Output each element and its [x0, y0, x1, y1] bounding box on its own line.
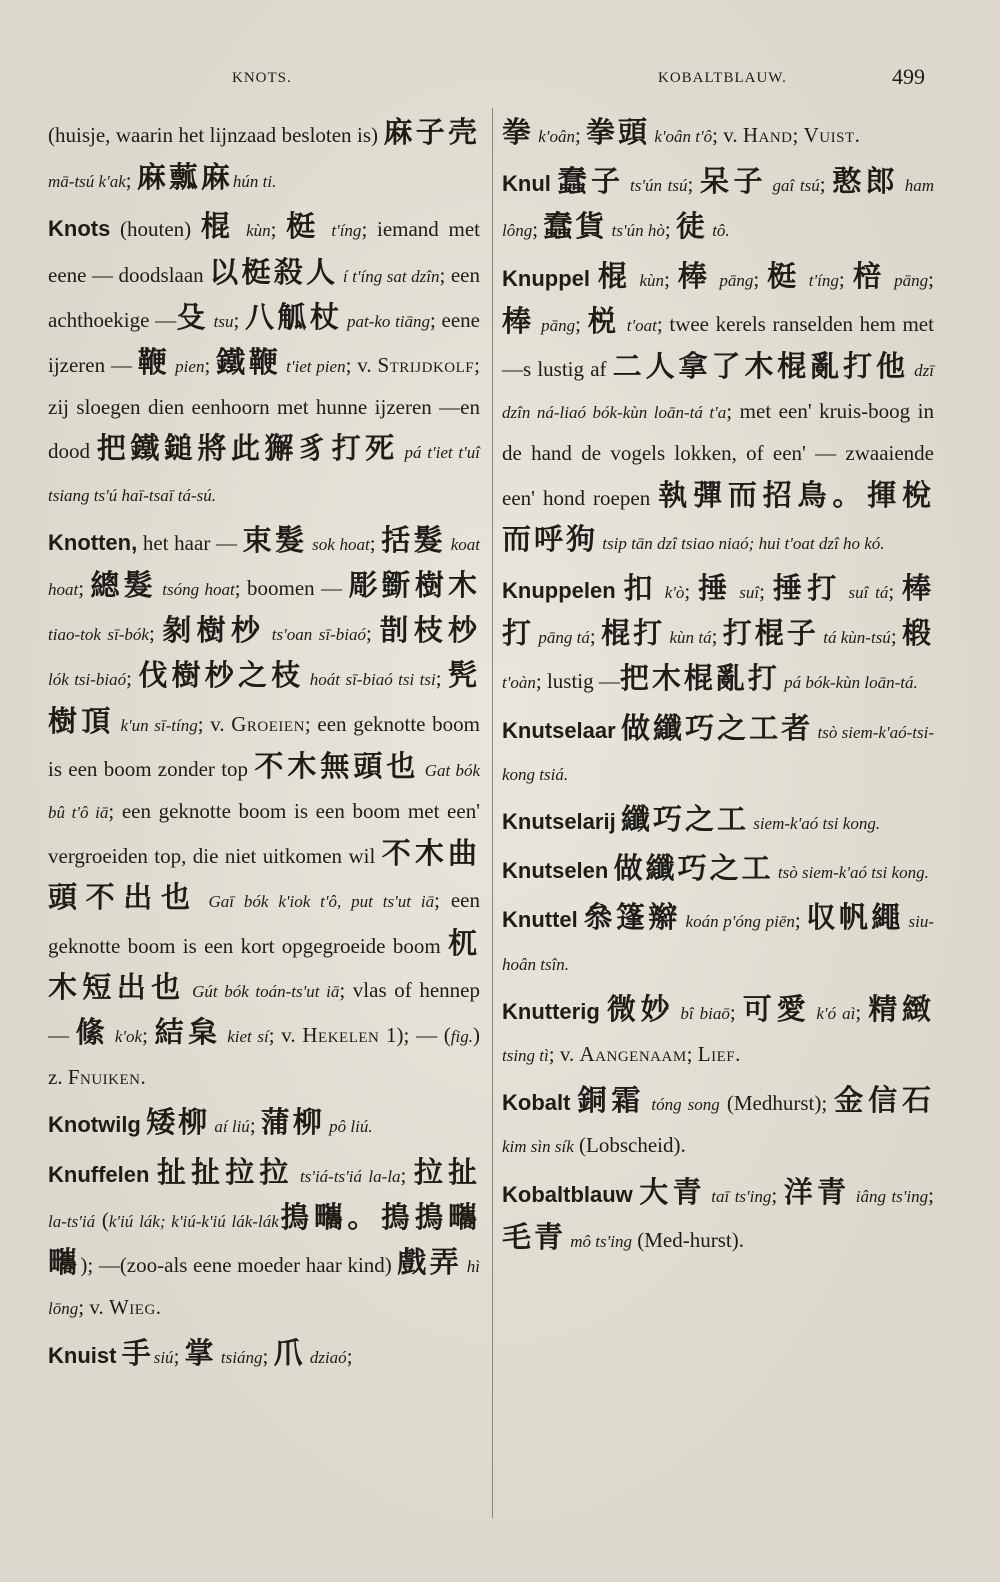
chinese-characters: 扣	[623, 571, 658, 606]
romanization: tsò siem-k'aó-tsi-kong tsiá.	[502, 722, 934, 784]
chinese-characters: 蠢貨	[543, 209, 608, 244]
entry-text: ;	[729, 999, 743, 1024]
romanization: koat hoat	[48, 534, 480, 600]
entry-text: ; een achthoekige —	[48, 262, 480, 332]
romanization: hì lōng	[48, 1257, 480, 1319]
entry-text: ; v.	[548, 1042, 580, 1067]
chinese-characters: 捶打	[772, 571, 842, 606]
entry-headword: Knutselarij	[502, 809, 616, 835]
chinese-characters: 金信石	[834, 1083, 934, 1118]
entry-text	[590, 267, 598, 291]
entry-text: ; met een' kruis-boog in de hand de vogels lokken, of een' — zwaaiende een' hond roepen	[502, 399, 934, 510]
dictionary-entry	[48, 1333, 480, 1378]
cross-reference: Lief.	[697, 1042, 741, 1067]
header-left-catchword: KNOTS.	[232, 70, 292, 86]
entry-text	[551, 172, 558, 196]
romanization: iâng ts'ing	[850, 1186, 929, 1206]
entry-text: ;	[78, 576, 91, 601]
chinese-characters: 麻子壳	[383, 115, 480, 149]
entry-text: ; v.	[78, 1295, 109, 1320]
entry-headword: Knuppelen	[502, 578, 616, 604]
entry-text: ;	[366, 621, 380, 646]
romanization: lók tsi-biaó	[48, 670, 127, 690]
header-right-catchword: KOBALTBLAUW.	[658, 70, 787, 86]
romanization: kiet sí	[221, 1027, 269, 1047]
entry-headword: Kobalt	[502, 1090, 571, 1116]
entry-text	[570, 1091, 577, 1115]
entry-text: ; v.	[268, 1023, 303, 1048]
chinese-characters: 拳頭	[586, 115, 651, 149]
romanization: ts'ún tsú	[624, 176, 688, 196]
romanization: kùn tá	[665, 628, 712, 648]
romanization: pat-ko tiāng	[342, 311, 431, 331]
chinese-characters: 括髮	[381, 522, 447, 557]
entry-text: ;	[888, 579, 902, 604]
chinese-characters: 打棍子	[722, 616, 819, 651]
entry-text: ;	[684, 579, 699, 604]
entry-text: ;	[262, 1344, 274, 1369]
romanization: Gaī bók k'iok t'ô, put ts'ut iā	[198, 892, 435, 912]
romanization: dzī dzîn ná-liaó bók-kùn loān-tá t'a	[502, 361, 934, 423]
dictionary-entry	[502, 897, 934, 984]
chinese-characters: 棁	[587, 303, 622, 338]
chinese-characters: 剒枝杪	[379, 613, 480, 648]
romanization: hún ti.	[232, 172, 277, 192]
chinese-characters: 執彈而招鳥。揮梲而呼狗	[502, 477, 934, 556]
chinese-characters: 結枲	[154, 1015, 222, 1050]
entry-headword: Knotten,	[48, 529, 138, 555]
chinese-characters: 彫斵樹木	[348, 568, 480, 603]
chinese-characters: 蒲柳	[260, 1105, 325, 1140]
chinese-characters: 扯扯拉拉	[156, 1154, 294, 1189]
entry-text: ; v.	[712, 123, 743, 147]
entry-text: ;	[794, 908, 807, 933]
entry-text: ); —(zoo-als eene moeder haar kind)	[80, 1253, 398, 1278]
entry-headword: Kobaltblauw	[502, 1181, 633, 1207]
romanization: taī ts'ing	[705, 1186, 772, 1206]
romanization: gaî tsú	[766, 176, 820, 196]
entry-text: ; eene ijzeren —	[48, 307, 480, 378]
romanization: Gat bók bû t'ô iā	[48, 760, 481, 823]
entry-text: ; twee kerels ranselden hem met —s lustig af	[502, 311, 934, 382]
romanization: ts'oan sī-biaó	[265, 625, 367, 645]
chinese-characters: 殳	[176, 299, 209, 334]
chinese-characters: 做纖巧之工者	[621, 710, 814, 745]
chinese-characters: 蠢子	[557, 164, 625, 199]
chinese-characters: 手	[121, 1336, 154, 1371]
romanization: koán p'óng piēn	[680, 912, 795, 932]
chinese-characters: 叅篷辮	[583, 900, 681, 935]
romanization: tsóng hoat	[156, 580, 235, 600]
entry-text: ; boomen —	[234, 576, 349, 601]
entry-text: ; vlas of hennep —	[48, 977, 480, 1048]
cross-reference: Strijdkolf	[377, 353, 475, 378]
chinese-characters: 梃	[286, 209, 323, 244]
romanization: siú	[153, 1348, 174, 1368]
entry-text: ;	[711, 624, 723, 649]
entry-text: ; v.	[345, 353, 378, 378]
chinese-characters: 把鐵鎚將此獬豸打死	[96, 431, 399, 466]
entry-headword: Knotwilg	[48, 1112, 141, 1138]
romanization: aí liú	[210, 1117, 250, 1137]
chinese-characters: 可愛	[742, 991, 811, 1026]
entry-text: ;	[574, 123, 587, 147]
dictionary-entry	[502, 1172, 934, 1262]
entry-text: ;	[686, 1042, 698, 1067]
chinese-characters: 不木曲頭不出也	[48, 836, 480, 915]
chinese-characters: 梃	[767, 258, 802, 293]
romanization: t'oàn	[502, 673, 536, 693]
romanization: tsip tān dzî tsiao niaó; hui t'oat dzî ho kó.	[598, 533, 885, 553]
chinese-characters: 把木棍亂打	[619, 661, 780, 696]
entry-text: (Lobscheid).	[573, 1133, 686, 1158]
chinese-characters: 杌木短出也	[48, 925, 480, 1004]
entry-text: ;	[928, 1182, 934, 1207]
chinese-characters: 髠樹頂	[48, 658, 480, 738]
romanization: k'ó aì	[810, 1003, 856, 1023]
entry-text: ;	[346, 1344, 353, 1369]
entry-text: ;	[400, 1162, 414, 1187]
entry-text: ;	[855, 999, 869, 1024]
romanization: t'íng	[322, 221, 362, 241]
entry-headword: Knuppel	[502, 265, 590, 291]
entry-headword: Knuist	[48, 1343, 117, 1369]
chinese-characters: 洋青	[783, 1174, 851, 1209]
chinese-characters: 掌	[184, 1336, 217, 1371]
romanization: ts'iá-ts'iá la-la	[293, 1166, 401, 1186]
entry-headword: Knuttel	[502, 907, 578, 933]
romanization: hoát sī-biaó tsi tsi	[304, 670, 436, 690]
dictionary-entry	[502, 112, 934, 157]
entry-headword: Knul	[502, 171, 551, 197]
entry-text: ;	[928, 266, 935, 291]
cross-reference: Hekelen	[302, 1023, 380, 1048]
romanization: k'ok	[109, 1027, 143, 1047]
romanization: bî biaō	[674, 1003, 730, 1023]
chinese-characters: 微妙	[606, 991, 675, 1026]
chinese-characters: 呆子	[700, 164, 767, 199]
romanization: t'iet pien	[281, 357, 346, 377]
dictionary-entry	[502, 799, 934, 844]
entry-text: ; lustig —	[535, 669, 620, 694]
romanization: sok hoat	[307, 534, 370, 554]
romanization: tsing tì	[502, 1046, 549, 1066]
romanization: mô ts'ing	[566, 1231, 632, 1251]
entry-text: ;	[126, 666, 139, 691]
entry-text: ;	[532, 217, 544, 242]
romanization: mā-tsú k'ak	[48, 172, 126, 192]
romanization: pá t'iet t'uî tsiang ts'ú haī-tsaī tá-sú.	[48, 443, 480, 505]
romanization: ham lông	[502, 176, 935, 241]
entry-text: ;	[687, 172, 701, 197]
entry-text: ;	[792, 123, 804, 147]
page-number: 499	[892, 64, 925, 89]
cross-reference: Aangenaam	[579, 1042, 687, 1067]
chinese-characters: 做纖巧之工	[613, 851, 774, 886]
entry-text: (Med-hurst).	[632, 1227, 744, 1252]
romanization: pô liú.	[324, 1117, 373, 1137]
chinese-characters: 麻䕯麻	[136, 160, 233, 195]
cross-reference: Vuist.	[803, 123, 861, 147]
entry-text: ; iemand met eene — doodslaan	[48, 217, 480, 287]
chinese-characters: 八觚杖	[245, 299, 343, 334]
chinese-characters: 棒	[677, 258, 713, 293]
chinese-characters: 椴	[901, 616, 934, 651]
chinese-characters: 徒	[675, 209, 708, 244]
cross-reference: Groeien	[231, 711, 305, 736]
entry-text: ;	[435, 666, 448, 691]
chinese-characters: 鞭	[137, 345, 171, 380]
chinese-characters: 毛青	[502, 1219, 567, 1254]
romanization: k'un sī-tíng	[114, 715, 198, 735]
right-column	[502, 112, 934, 1262]
entry-text: het haar —	[137, 530, 243, 555]
entry-text: ;	[589, 624, 602, 649]
chinese-characters: 絛	[75, 1015, 110, 1050]
entry-text: ;	[890, 624, 902, 649]
chinese-characters: 大青	[639, 1174, 706, 1209]
romanization: k'oân	[534, 127, 575, 146]
romanization: k'ò	[657, 583, 685, 603]
entry-headword: Knots	[48, 216, 111, 242]
chinese-characters: 㨶㽯。㨶㨶㽯㽯	[48, 1199, 480, 1280]
romanization: dziaó	[305, 1348, 347, 1368]
chinese-characters: 棒打	[502, 571, 934, 651]
romanization: kùn	[237, 221, 271, 241]
dictionary-entry	[48, 206, 480, 515]
entry-text: ;	[125, 168, 137, 193]
entry-headword: Knutselaar	[502, 717, 616, 743]
chinese-characters: 爪	[273, 1336, 306, 1371]
entry-headword: Knutterig	[502, 998, 600, 1024]
chinese-characters: 伐樹杪之枝	[138, 658, 305, 693]
dictionary-entry	[502, 161, 934, 251]
chinese-characters: 二人拿了木棍亂打他	[612, 349, 909, 384]
entry-text: ;	[233, 307, 246, 332]
entry-text: (huisje, waarin het lijnzaad besloten is)	[48, 123, 384, 147]
romanization: tiao-tok sī-bók	[48, 625, 149, 645]
entry-text: ;	[759, 579, 773, 604]
chinese-characters: 拉扯	[413, 1154, 480, 1189]
dictionary-entry	[502, 568, 934, 704]
entry-text: ;	[142, 1023, 155, 1048]
romanization: tsiáng	[216, 1348, 263, 1368]
entry-text: (Medhurst);	[719, 1091, 835, 1116]
romanization: kim sìn sík	[502, 1137, 574, 1157]
entry-text: ; een geknotte boom is een boom zonder top	[48, 711, 480, 781]
dictionary-entry	[48, 112, 480, 202]
cross-reference: Hand	[742, 123, 793, 147]
chinese-characters: 以梃殺人	[209, 254, 339, 289]
entry-text: ; een geknotte boom is een boom met een' vergroeiden top, die niet uitkomen wil	[48, 799, 480, 869]
romanization: la-ts'iá	[48, 1211, 96, 1231]
romanization: pāng	[712, 270, 754, 290]
romanization: fig.	[450, 1027, 473, 1047]
dictionary-entry	[48, 1102, 480, 1147]
romanization: tsò siem-k'aó tsi kong.	[773, 863, 929, 883]
chinese-characters: 棒	[502, 303, 536, 338]
entry-text: (	[95, 1207, 109, 1232]
left-column	[48, 112, 480, 1379]
chinese-characters: 精緻	[868, 991, 935, 1026]
chinese-characters: 總髮	[90, 568, 157, 603]
romanization: k'iú lák; k'iú-k'iú lák-lák	[108, 1211, 279, 1231]
entry-text: (houten)	[110, 217, 201, 242]
romanization: k'oân t'ô	[650, 127, 713, 146]
romanization: tóng song	[645, 1095, 720, 1115]
romanization: pien	[170, 357, 205, 377]
chinese-characters: 収帆繩	[806, 900, 904, 935]
dictionary-entry	[502, 848, 934, 893]
chinese-characters: 棓	[852, 258, 888, 293]
romanization: tá kùn-tsú	[818, 628, 891, 648]
entry-text: ; zij sloegen dien eenhoorn met hunne ijzeren —en dood	[48, 353, 480, 464]
entry-text: ;	[664, 266, 678, 291]
entry-text: ; v.	[197, 711, 232, 736]
entry-text	[600, 1000, 607, 1024]
romanization: Gút bók toán-ts'ut iā	[185, 981, 340, 1001]
chinese-characters: 棍	[597, 258, 633, 293]
cross-reference: Fnuiken.	[67, 1065, 147, 1090]
chinese-characters: 銅霜	[577, 1083, 646, 1118]
chinese-characters: 束髮	[242, 522, 308, 557]
entry-text: ;	[664, 217, 676, 242]
chinese-characters: 不木無頭也	[254, 748, 420, 783]
romanization: tsu	[208, 311, 234, 331]
entry-text: ; een geknotte boom is een kort opgegroeide boom	[48, 888, 480, 958]
romanization: suî tá	[841, 583, 889, 603]
dictionary-entry	[502, 256, 934, 564]
entry-headword: Knutselen	[502, 858, 609, 884]
romanization: siem-k'aó tsi kong.	[748, 814, 881, 834]
entry-text: ;	[270, 217, 287, 242]
dictionary-entry	[502, 989, 934, 1076]
chinese-characters: 剶樹杪	[162, 613, 266, 648]
romanization: tô.	[707, 221, 730, 241]
entry-text: ;	[838, 266, 853, 291]
chinese-characters: 捶	[698, 571, 733, 606]
entry-text: ;	[753, 266, 768, 291]
running-header	[0, 64, 1000, 94]
entry-text: ;	[819, 172, 833, 197]
entry-text: ;	[771, 1182, 784, 1207]
entry-text: ;	[369, 530, 382, 555]
chinese-characters: 纖巧之工	[620, 802, 749, 837]
chinese-characters: 棍	[200, 209, 238, 244]
entry-text: ;	[148, 621, 163, 646]
column-divider	[492, 108, 493, 1518]
chinese-characters: 拳	[502, 115, 535, 149]
romanization: pá bók-kùn loān-tá.	[779, 673, 918, 693]
dictionary-entry	[502, 1080, 934, 1167]
entry-text: ;	[249, 1113, 261, 1138]
romanization: kùn	[632, 270, 665, 290]
chinese-characters: 棍打	[601, 616, 666, 651]
chinese-characters: 鐵鞭	[216, 345, 282, 380]
entry-text: ;	[575, 311, 588, 336]
romanization: pāng	[535, 315, 576, 335]
entry-text: ;	[173, 1344, 185, 1369]
romanization: pāng	[887, 270, 929, 290]
romanization: t'oat	[621, 315, 657, 335]
romanization: t'íng	[801, 270, 839, 290]
dictionary-entry	[48, 1152, 480, 1330]
entry-text: ;	[204, 353, 217, 378]
romanization: í t'íng sat dzîn	[338, 266, 440, 286]
chinese-characters: 憨郎	[832, 164, 900, 199]
entry-text: ) z.	[48, 1023, 480, 1090]
entry-text	[149, 1163, 156, 1187]
romanization: ts'ún hò	[607, 221, 665, 241]
chinese-characters: 矮柳	[146, 1105, 211, 1140]
dictionary-entry	[48, 520, 480, 1099]
dictionary-entry	[502, 708, 934, 795]
entry-headword: Knuffelen	[48, 1161, 150, 1187]
romanization: suî	[732, 583, 760, 603]
entry-text: 1); — (	[379, 1023, 451, 1048]
romanization: siu-hoân tsîn.	[502, 912, 934, 974]
romanization: pāng tá	[534, 628, 590, 648]
chinese-characters: 戲弄	[397, 1245, 463, 1280]
cross-reference: Wieg.	[108, 1295, 162, 1320]
